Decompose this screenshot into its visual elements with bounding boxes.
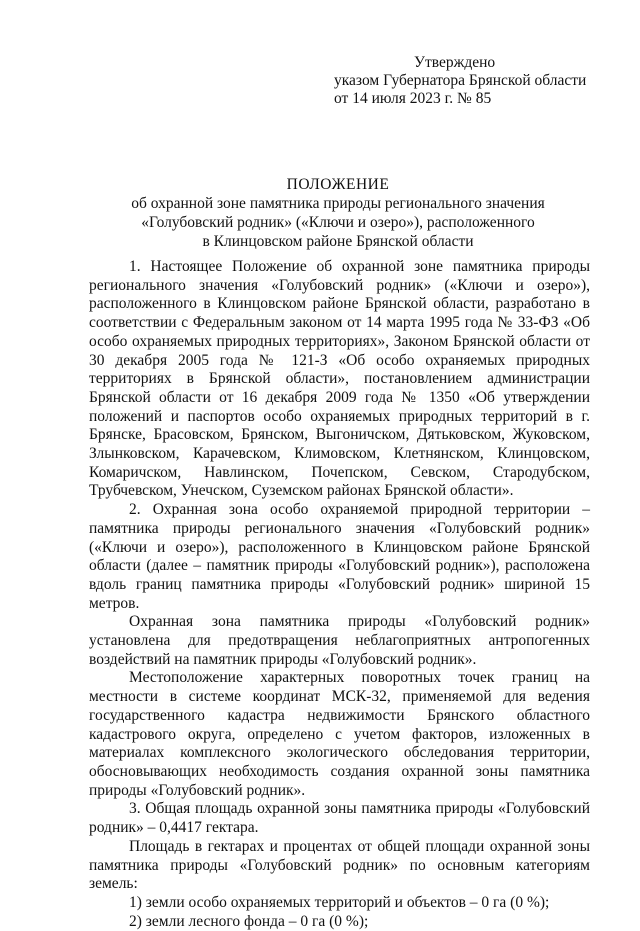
title-subtitle-line-3: в Клинцовском районе Брянской области <box>202 233 474 250</box>
title-subtitle-line-2: «Голубовский родник» («Ключи и озеро»), расположенного <box>141 214 535 231</box>
list-item-1: 1) земли особо охраняемых территорий и объектов – 0 га (0 %); <box>129 893 550 911</box>
paragraph-5: 3. Общая площадь охранной зоны памятника природы «Голубовский родник» – 0,4417 гектара. <box>89 800 590 837</box>
approval-authority: указом Губернатора Брянской области <box>334 72 587 89</box>
title-subtitle-line-1: об охранной зоне памятника природы регионального значения <box>131 195 545 212</box>
approval-label: Утверждено <box>414 54 496 71</box>
document-body <box>89 258 590 931</box>
approval-stamp <box>334 54 586 108</box>
paragraph-1: 1. Настоящее Положение об охранной зоне памятника природы регионального значения «Голубовский родник» («Ключи и озеро»), расположенного в Клинцовском районе Брянской области, разработано в соответствии с Федеральным законом от 14 марта 1995 года № 33-ФЗ «Об особо охраняемых природных территориях», Законом Брянской области от 30 декабря 2005 года № 121-З «Об особо охраняемых природных территориях в Брянской области», постановлением администрации Брянской области от 16 декабря 2009 года № 1350 «Об утверждении положений и паспортов особо охраняемых природных территорий в г. Брянске, Брасовском, Брянском, Выгоничском, Дятьковском, Жуковском, Злынковском, Карачевском, Климовском, Клетнянском, Клинцовском, Комаричском, Навлинском, Почепском, Севском, Стародубском, Трубчевском, Унечском, Суземском районах Брянской области». <box>89 258 590 500</box>
approval-date-number: от 14 июля 2023 г. № 85 <box>334 90 492 107</box>
title-main: ПОЛОЖЕНИЕ <box>286 176 390 193</box>
paragraph-3: Охранная зона памятника природы «Голубовский родник» установлена для предотвращения неблагоприятных антропогенных воздействий на памятник природы «Голубовский родник». <box>89 613 590 668</box>
document-title <box>88 175 588 251</box>
paragraph-6: Площадь в гектарах и процентах от общей площади охранной зоны памятника природы «Голубовский родник» по основным категориям земель: <box>89 837 590 893</box>
paragraph-4: Местоположение характерных поворотных точек границ на местности в системе координат МСК-32, применяемой для ведения государственного кадастра недвижимости Брянского областного кадастрового округа, определено с учетом факторов, изложенных в материалах комплексного экологического обследования территории, обосновывающих необходимость создания охранной зоны памятника природы «Голубовский родник». <box>89 669 590 799</box>
list-item-2: 2) земли лесного фонда – 0 га (0 %); <box>129 912 369 930</box>
paragraph-2: 2. Охранная зона особо охраняемой природной территории – памятника природы регионального значения «Голубовский родник» («Ключи и озеро»), расположенного в Клинцовском районе Брянской области (далее – памятник природы «Голубовский родник»), расположена вдоль границ памятника природы «Голубовский родник» шириной 15 метров. <box>89 501 590 612</box>
